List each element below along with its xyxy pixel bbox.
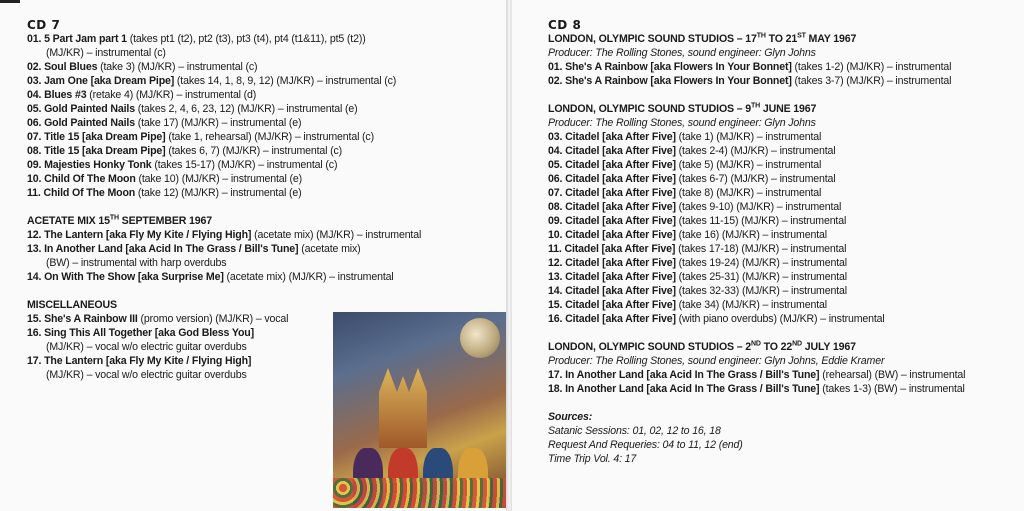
track-title: 11. Child Of The Moon bbox=[27, 187, 136, 199]
source-line: Satanic Sessions: 01, 02, 12 to 16, 18 bbox=[548, 425, 721, 437]
track-line bbox=[548, 382, 1018, 396]
track-line bbox=[548, 200, 1018, 214]
producer-credit: Producer: The Rolling Stones, sound engineer: Glyn Johns bbox=[548, 117, 816, 129]
track-title: 04. Citadel [aka After Five] bbox=[548, 145, 676, 157]
track-details: (take 34) (MJ/KR) – instrumental bbox=[675, 299, 827, 311]
track-line bbox=[27, 130, 497, 144]
track-details: (takes 2-4) (MJ/KR) – instrumental bbox=[675, 145, 836, 157]
track-details: (takes pt1 (t2), pt2 (t3), pt3 (t4), pt4 (t1&11), pt5 (t2)) bbox=[126, 33, 366, 45]
producer-credit: Producer: The Rolling Stones, sound engineer: Glyn Johns, Eddie Kramer bbox=[548, 355, 885, 367]
track-details: (takes 14, 1, 8, 9, 12) (MJ/KR) – instrumental (c) bbox=[174, 75, 397, 87]
track-details: (takes 9-10) (MJ/KR) – instrumental bbox=[675, 201, 842, 213]
track-line bbox=[27, 116, 497, 130]
track-details: (take 3) (MJ/KR) – instrumental (c) bbox=[97, 61, 258, 73]
track-details-continued: (BW) – instrumental with harp overdubs bbox=[46, 257, 227, 269]
track-details: (rehearsal) (BW) – instrumental bbox=[819, 369, 966, 381]
source-line: Time Trip Vol. 4: 17 bbox=[548, 453, 637, 465]
section-heading: MISCELLANEOUS bbox=[27, 299, 117, 311]
track-title: 17. The Lantern [aka Fly My Kite / Flying High] bbox=[27, 355, 252, 367]
track-details: (take 1, rehearsal) (MJ/KR) – instrumental (c) bbox=[165, 131, 374, 143]
track-title: 05. Citadel [aka After Five] bbox=[548, 159, 676, 171]
track-title: 06. Gold Painted Nails bbox=[27, 117, 135, 129]
track-title: 04. Blues #3 bbox=[27, 89, 87, 101]
track-details: (acetate mix) (MJ/KR) – instrumental bbox=[223, 271, 394, 283]
track-details: (takes 25-31) (MJ/KR) – instrumental bbox=[675, 271, 847, 283]
track-line bbox=[27, 144, 497, 158]
track-title: 10. Citadel [aka After Five] bbox=[548, 229, 676, 241]
track-line bbox=[548, 172, 1018, 186]
track-details: (takes 32-33) (MJ/KR) – instrumental bbox=[675, 285, 847, 297]
cd8-column bbox=[548, 18, 1018, 466]
track-title: 02. Soul Blues bbox=[27, 61, 98, 73]
track-title: 05. Gold Painted Nails bbox=[27, 103, 135, 115]
track-title: 11. Citadel [aka After Five] bbox=[548, 243, 676, 255]
track-line bbox=[548, 284, 1018, 298]
track-details: (take 12) (MJ/KR) – instrumental (e) bbox=[135, 187, 302, 199]
source-line: Request And Requeries: 04 to 11, 12 (end) bbox=[548, 439, 743, 451]
track-details-continued: (MJ/KR) – vocal w/o electric guitar overdubs bbox=[46, 369, 247, 381]
track-title: 16. Citadel [aka After Five] bbox=[548, 313, 676, 325]
track-details: (takes 6, 7) (MJ/KR) – instrumental (c) bbox=[165, 145, 343, 157]
track-details: (retake 4) (MJ/KR) – instrumental (d) bbox=[86, 89, 257, 101]
track-title: 06. Citadel [aka After Five] bbox=[548, 173, 676, 185]
track-title: 13. In Another Land [aka Acid In The Grass / Bill's Tune] bbox=[27, 243, 299, 255]
producer-credit: Producer: The Rolling Stones, sound engineer: Glyn Johns bbox=[548, 47, 816, 59]
track-line bbox=[548, 242, 1018, 256]
track-list bbox=[548, 368, 1018, 396]
track-list bbox=[548, 130, 1018, 326]
track-list bbox=[27, 228, 497, 284]
track-title: 01. She's A Rainbow [aka Flowers In Your Bonnet] bbox=[548, 61, 792, 73]
track-line bbox=[548, 298, 1018, 312]
top-edge-mark bbox=[0, 0, 20, 3]
track-details: (take 5) (MJ/KR) – instrumental bbox=[675, 159, 822, 171]
track-details: (take 16) (MJ/KR) – instrumental bbox=[675, 229, 827, 241]
track-line bbox=[27, 242, 497, 256]
track-title: 01. 5 Part Jam part 1 bbox=[27, 33, 127, 45]
track-title: 07. Citadel [aka After Five] bbox=[548, 187, 676, 199]
track-details-continued: (MJ/KR) – vocal w/o electric guitar overdubs bbox=[46, 341, 247, 353]
cd-title: CD 8 bbox=[548, 18, 582, 32]
track-list bbox=[27, 32, 497, 200]
session-heading: LONDON, OLYMPIC SOUND STUDIOS – 2ND TO 22ND JULY 1967 bbox=[548, 340, 856, 353]
track-title: 03. Jam One [aka Dream Pipe] bbox=[27, 75, 175, 87]
track-title: 10. Child Of The Moon bbox=[27, 173, 136, 185]
moon-illustration bbox=[460, 318, 500, 358]
castle-illustration bbox=[373, 368, 433, 448]
session-heading: LONDON, OLYMPIC SOUND STUDIOS – 17TH TO 21ST MAY 1967 bbox=[548, 32, 857, 45]
track-line bbox=[27, 60, 497, 74]
track-details: (takes 1-3) (BW) – instrumental bbox=[819, 383, 965, 395]
track-title: 02. She's A Rainbow [aka Flowers In Your Bonnet] bbox=[548, 75, 792, 87]
track-line bbox=[548, 130, 1018, 144]
track-line bbox=[27, 172, 497, 186]
track-line bbox=[27, 228, 497, 242]
track-title: 14. On With The Show [aka Surprise Me] bbox=[27, 271, 224, 283]
sources-heading: Sources: bbox=[548, 411, 593, 423]
track-line bbox=[548, 228, 1018, 242]
track-title: 12. Citadel [aka After Five] bbox=[548, 257, 676, 269]
sources-list bbox=[548, 424, 1018, 466]
track-details: (takes 3-7) (MJ/KR) – instrumental bbox=[791, 75, 952, 87]
track-list bbox=[548, 60, 1018, 88]
session-heading: LONDON, OLYMPIC SOUND STUDIOS – 9TH JUNE 1967 bbox=[548, 102, 817, 115]
track-line bbox=[548, 186, 1018, 200]
track-title: 15. Citadel [aka After Five] bbox=[548, 299, 676, 311]
track-line bbox=[548, 256, 1018, 270]
track-title: 03. Citadel [aka After Five] bbox=[548, 131, 676, 143]
track-title: 12. The Lantern [aka Fly My Kite / Flying High] bbox=[27, 229, 252, 241]
track-title: 08. Title 15 [aka Dream Pipe] bbox=[27, 145, 166, 157]
track-line bbox=[548, 368, 1018, 382]
track-line bbox=[548, 270, 1018, 284]
right-page bbox=[512, 0, 1024, 511]
track-title: 13. Citadel [aka After Five] bbox=[548, 271, 676, 283]
cd-title: CD 7 bbox=[27, 18, 61, 32]
track-details: (takes 2, 4, 6, 23, 12) (MJ/KR) – instrumental (e) bbox=[134, 103, 358, 115]
track-details-continued: (MJ/KR) – instrumental (c) bbox=[46, 47, 166, 59]
track-details: (acetate mix) (MJ/KR) – instrumental bbox=[251, 229, 422, 241]
track-details: (take 17) (MJ/KR) – instrumental (e) bbox=[134, 117, 302, 129]
album-cover-image bbox=[333, 312, 508, 508]
left-page bbox=[0, 0, 508, 511]
track-details: (take 8) (MJ/KR) – instrumental bbox=[675, 187, 822, 199]
track-details: (with piano overdubs) (MJ/KR) – instrumental bbox=[675, 313, 885, 325]
track-line bbox=[548, 312, 1018, 326]
track-line bbox=[27, 74, 497, 88]
track-line bbox=[27, 158, 497, 172]
track-title: 09. Majesties Honky Tonk bbox=[27, 159, 152, 171]
track-title: 14. Citadel [aka After Five] bbox=[548, 285, 676, 297]
track-details: (takes 19-24) (MJ/KR) – instrumental bbox=[675, 257, 847, 269]
track-line bbox=[548, 158, 1018, 172]
track-details: (takes 11-15) (MJ/KR) – instrumental bbox=[675, 215, 847, 227]
track-title: 09. Citadel [aka After Five] bbox=[548, 215, 676, 227]
track-line bbox=[27, 270, 497, 284]
track-line bbox=[27, 88, 497, 102]
track-line bbox=[548, 74, 1018, 88]
track-details: (takes 17-18) (MJ/KR) – instrumental bbox=[675, 243, 847, 255]
track-details: (acetate mix) bbox=[298, 243, 361, 255]
track-details: (take 1) (MJ/KR) – instrumental bbox=[675, 131, 822, 143]
track-line bbox=[27, 102, 497, 116]
track-title: 07. Title 15 [aka Dream Pipe] bbox=[27, 131, 166, 143]
flowers-illustration bbox=[333, 478, 508, 508]
track-details: (takes 6-7) (MJ/KR) – instrumental bbox=[675, 173, 836, 185]
track-title: 17. In Another Land [aka Acid In The Grass / Bill's Tune] bbox=[548, 369, 820, 381]
track-line bbox=[27, 32, 497, 46]
track-title: 16. Sing This All Together [aka God Bless You] bbox=[27, 327, 254, 339]
track-title: 15. She's A Rainbow III bbox=[27, 313, 138, 325]
track-line bbox=[548, 214, 1018, 228]
track-title: 08. Citadel [aka After Five] bbox=[548, 201, 676, 213]
track-details: (takes 1-2) (MJ/KR) – instrumental bbox=[791, 61, 952, 73]
section-heading: ACETATE MIX 15TH SEPTEMBER 1967 bbox=[27, 214, 213, 227]
track-details: (takes 15-17) (MJ/KR) – instrumental (c) bbox=[151, 159, 338, 171]
track-title: 18. In Another Land [aka Acid In The Grass / Bill's Tune] bbox=[548, 383, 820, 395]
track-line bbox=[548, 144, 1018, 158]
track-details: (promo version) (MJ/KR) – vocal bbox=[137, 313, 289, 325]
track-details: (take 10) (MJ/KR) – instrumental (e) bbox=[135, 173, 303, 185]
track-line bbox=[27, 186, 497, 200]
track-line bbox=[548, 60, 1018, 74]
